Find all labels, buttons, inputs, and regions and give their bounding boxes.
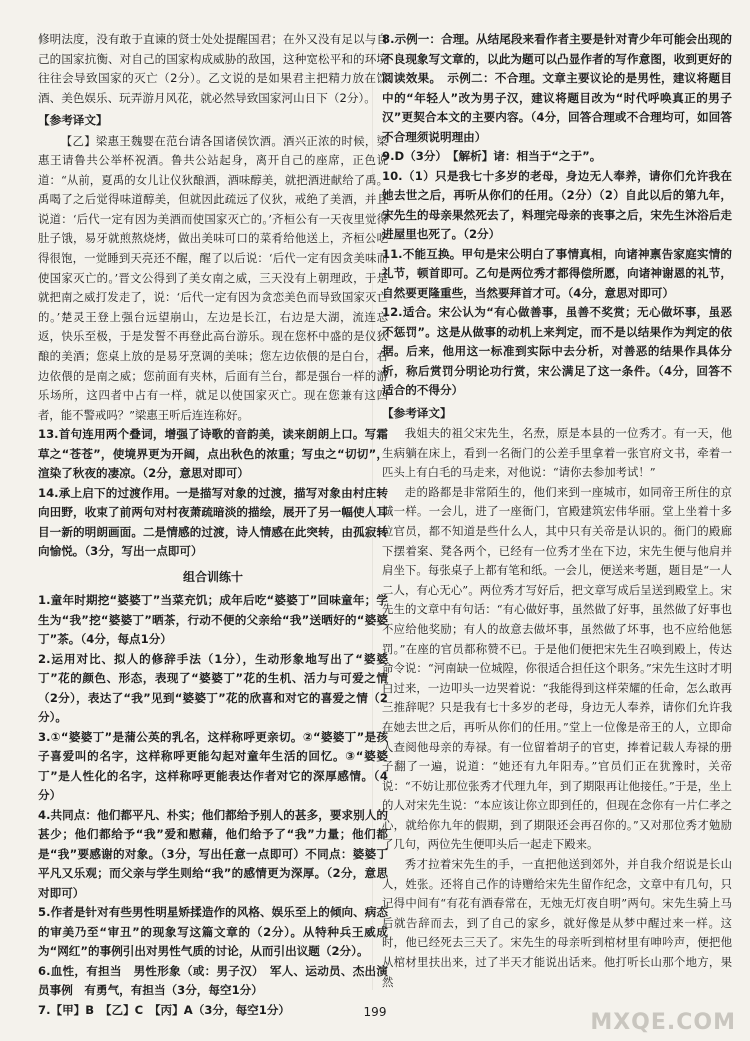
translation-paragraph-2: 走的路都是非常陌生的，他们来到一座城市，如同帝王所住的京城一样。一会儿，进了一座衙门，官殿建筑宏伟华丽。堂上坐着十多位官员，都不知道是些什么人，其中只有关帝是认识的。衙门的殿廊下摆着案、凳各两个，已经有一位秀才坐在下边，宋先生便与他肩并肩坐下。每张桌子上都有笔和纸。一会儿，便送来考题，题目是“一人二人，有心无心”。两位秀才写好后，把文章写成后呈送到殿堂上。宋先生的文章中有句话：“有心做好事，虽然做了好事，虽然做了好事也不应给他奖励；有人的故意去做坏事，虽然做了坏事，也不应给他惩罚。”在座的官员都称赞不已。于是他们便把宋先生召唤到殿上，传达命令说：“河南缺一位城隍，你很适合担任这个职务。”宋先生这时才明白过来，一边叩头一边哭着说：“我能得到这样荣耀的任命，怎么敢再三推辞呢？只是我有七十多岁的老母，身边无人奉养，请你们允许我在她去世之后，再听从你们的任用。”堂上一位像是帝王的人，立即命人查阅他母亲的寿禄。有一位留着胡子的官吏，捧着记载人寿禄的册子翻了一遍，说道：“她还有九年阳寿。”官员们正在犹豫时，关帝说：“不妨让那位张秀才代理九年，到了期限再让他接任。”于是，坐上的人对宋先生说：“本应该让你立即到任的，但现在念你有一片仁孝之心，就给你九年的假期，到了期限还会再召你的。”又对那位秀才勉励了几句，两位先生便叩头后一起走下殿来。 — [382, 484, 732, 852]
answer-continuation: 修明法度，没有敢于直谏的贤士处处提醒国君；在外又没有足以与自己的国家抗衡、对自己的国家构成威胁的敌国，这种宽松平和的环境往往会导致国家的灭亡（2分）。乙文说的是如果君主把精力放在饮酒、美色娱乐、玩弄游月风花，就必然导致国家河山日下（2分）。 — [38, 32, 388, 105]
section-title: 组合训练十 — [182, 569, 243, 584]
answer-5: 5.作者是针对有些男性明星矫揉造作的风格、娱乐至上的倾向、病态的审美乃至“审丑”的现象写这篇文章的（2分）。从特种兵王威成为“网红”的事例引出对男性气质的讨论，从而引出议题（2分）。 — [38, 905, 388, 959]
answer-6: 6.血性，有担当 男性形象（或：男子汉） 军人、运动员、杰出演员事例 有勇气，有担当（3分，每空1分） — [38, 963, 388, 998]
right-column — [382, 30, 732, 992]
answer-7: 7.【甲】B 【乙】C 【丙】A（3分，每空1分） — [38, 1002, 291, 1017]
translation-paragraph-1: 我姐夫的祖父宋先生，名焘，原是本县的一位秀才。有一天，他生病躺在床上，看到一名衙门的公差手里拿着一张官府文书，牵着一匹头上有白毛的马走来，对他说：“请你去参加考试！” — [382, 426, 732, 480]
translation-paragraph: 【乙】梁惠王魏婴在范台请各国诸侯饮酒。酒兴正浓的时候，梁惠王请鲁共公举杯祝酒。鲁共公站起身，离开自己的座席，正色说道：“从前，夏禹的女儿让仪狄酿酒，酒味醇美，就把酒进献给了禹。禹喝了之后觉得味道醇美，但就因此疏远了仪狄，戒绝了美酒，并且说道：‘后代一定有因为美酒而使国家灭亡的。’齐桓公有一天夜里觉得肚子饿，易牙就煎熬烧烤，做出美味可口的菜肴给他送上，齐桓公吃得很饱，一觉睡到天亮还不醒，醒了以后说：‘后代一定有因贪美味而使国家灭亡的。’晋文公得到了美女南之威，三天没有上朝理政，于是就把南之威打发走了，说：‘后代一定有因为贪恋美色而导致国家灭亡的。’楚灵王登上强台远望崩山，左边是长江，右边是大湖，流连忘返，快乐至极，于是发誓不再登此高台游乐。现在您杯中盛的是仪狄酿的美酒；您桌上放的是易牙烹调的美味；您左边依偎的是白台，右边依偎的是南之威；您前面有夹林，后面有兰台，都是强台一样的游乐场所，这四者中占有一样，就足以使国家灭亡。现在您兼有这四者，能不警戒吗？”梁惠王听后连连称好。 — [38, 133, 388, 422]
answer-3: 3.①“婆婆丁”是蒲公英的乳名，这样称呼更亲切。②“婆婆丁”是孩子喜爱叫的名字，这样称呼更能勾起对童年生活的回忆。③“婆婆丁”是人性化的名字，这样称呼更能表达作者对它的深厚感情。（4分） — [38, 729, 388, 803]
answer-2: 2.运用对比、拟人的修辞手法（1分），生动形象地写出了“婆婆丁”花的颜色、形态，表现了“婆婆丁”花的生机、活力与可爱之情（2分），表达了“我”见到“婆婆丁”花的欣喜和对它的喜爱之情（2分）。 — [38, 651, 388, 725]
answer-9: 9.D（3分） 【解析】诸：相当于“之于”。 — [382, 149, 602, 163]
answer-1: 1.童年时期挖“婆婆丁”当菜充饥；成年后吃“婆婆丁”回味童年；学生为“我”挖“婆婆丁”晒茶，行动不便的父亲给“我”送晒好的“婆婆丁”茶。（4分，每点1分） — [38, 593, 388, 647]
reference-translation-label: 【参考译文】 — [382, 405, 452, 420]
answer-13: 13.首句连用两个叠词，增强了诗歌的音韵美，读来朗朗上口。写霜草之“苍苍”，使境界更为开阔，点出秋色的浓重；写虫之“切切”，渲染了秋夜的凄凉。（2分，意思对即可） — [38, 427, 388, 481]
reference-translation-label: 【参考译文】 — [38, 113, 108, 127]
watermark-logo: MXQE.COM — [590, 1010, 736, 1035]
left-column — [38, 30, 388, 1020]
answer-8: 8.示例一：合理。从结尾段来看作者主要是针对青少年可能会出现的不良现象写文章的，以此为题可以凸显作者的写作意图，收到更好的阅读效果。 示例二：不合理。文章主要议论的是男性，建议将题目中的“年轻人”改为男子汉，建议将题目改为“时代呼唤真正的男子汉”更契合本文的主要内容。（4分，回答合理或不合理均可，如回答不合理须说明理由） — [382, 32, 732, 144]
answer-12: 12.适合。宋公认为“有心做善事，虽善不奖赏；无心做坏事，虽恶不惩罚”。这是从做事的动机上来判定，而不是以结果作为判定的依据。后来，他用这一标准到实际中去分析，对善恶的结果作具体分析，称后赏罚分明论功行赏，宋公满足了这一条件。（4分，回答不适合的不得分） — [382, 305, 732, 397]
page-number: 199 — [363, 1005, 387, 1019]
answer-14: 14.承上启下的过渡作用。一是描写对象的过渡，描写对象由村庄转向田野，收束了前两句对村夜萧疏暗淡的描绘，展开了另一幅使人耳目一新的明朗画面。二是情感的过渡，诗人情感在此突转，由孤寂转向愉悦。（3分，写出一点即可） — [38, 485, 388, 559]
answer-11: 11.不能互换。甲句是宋公明白了事情真相，向诸神禀告家庭实情的礼节，顿首即可。乙句是两位秀才都得偿所愿，向诸神谢恩的礼节，自然要更隆重些，当然要拜首才可。（4分，意思对即可） — [382, 246, 732, 300]
answer-4: 4.共同点：他们都平凡、朴实；他们都给予别人的甚多，要求别人的甚少；他们都给予“我”爱和慰藉，他们给予了“我”力量；他们都是“我”要感谢的对象。（3分，写出任意一点即可）不同点：婆婆丁平凡又乐观；而父亲与学生则给“我”的感情更为深厚。（2分，意思对即可） — [38, 807, 388, 900]
answer-10: 10.（1）只是我七十多岁的老母，身边无人奉养，请你们允许我在她去世之后，再听从你们的任用。（2分）（2）自此以后的第九年，宋先生的母亲果然死去了，料理完母亲的丧事之后，宋先生沐浴后走进屋里也死了。（2分） — [382, 168, 732, 241]
translation-paragraph-3: 秀才拉着宋先生的手，一直把他送到郊外，并自我介绍说是长山人，姓张。还将自己作的诗赠给宋先生留作纪念，文章中有几句，只记得中间有“有花有酒春常在，无烛无灯夜自明”两句。宋先生骑上马后就告辞而去，到了自己的家乡，就好像是从梦中醒过来一样。这时，他已经死去三天了。宋先生的母亲听到棺材里有呻吟声，便把他从棺材里扶出来，过了半天才能说出话来。他打听长山那个地方，果然 — [382, 857, 732, 989]
